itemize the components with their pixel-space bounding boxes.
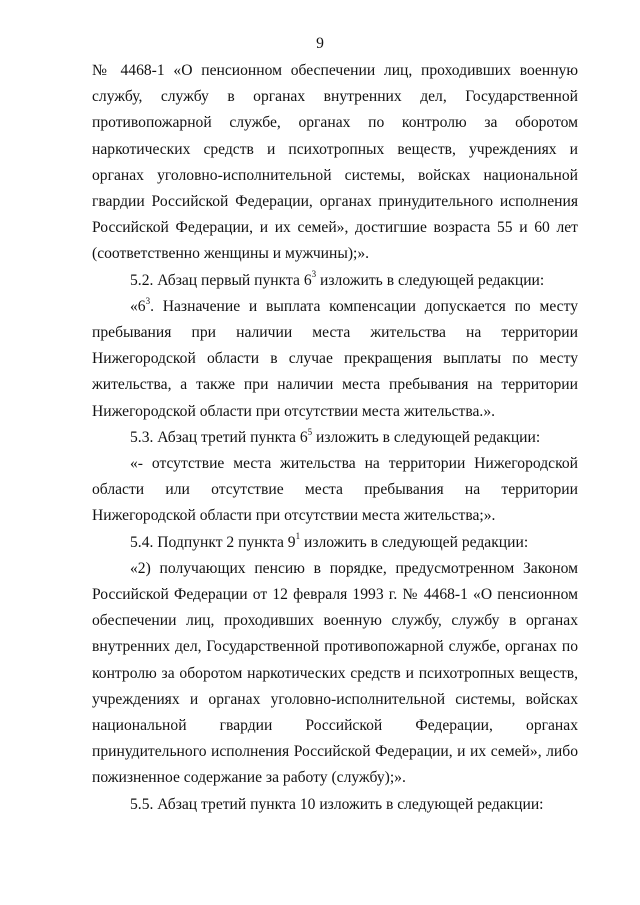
superscript: 3: [311, 269, 317, 280]
superscript: 5: [307, 426, 313, 437]
page-number: 9: [316, 35, 324, 52]
text-run: 5.2. Абзац первый пункта 6: [130, 271, 312, 289]
text-run: . Назначение и выплата компенсации допускается по месту пребывания при наличии места жительства на территории Нижегородской области в случае прекращения выплаты по месту жительства, а также при наличии места пребывания на территории Нижегородской области при отсутствии места жительства.».: [92, 297, 578, 420]
paragraph-item-5-5: 5.5. Абзац третий пункта 10 изложить в следующей редакции:: [130, 795, 544, 813]
text-run: 5.4. Подпункт 2 пункта 9: [130, 533, 296, 551]
text-run: «6: [130, 297, 146, 315]
text-run: 5.3. Абзац третий пункта 6: [130, 428, 308, 446]
text-run: изложить в следующей редакции:: [300, 533, 529, 551]
paragraph-quote-9-1: «2) получающих пенсию в порядке, предусмотренном Законом Российской Федерации от 12 февраля 1993 г. № 4468-1 «О пенсионном обеспечении лиц, проходивших военную службу, службу в органах внутренних дел, Государственной противопожарной службе, органах по контролю за оборотом наркотических средств и психотропных веществ, учреждениях и органах уголовно-исполнительной системы, войсках национальной гвардии Российской Федерации, органах принудительного исполнения Российской Федерации, и их семей», либо пожизненное содержание за работу (службу);».: [92, 559, 578, 787]
paragraph-quote-6-5: «- отсутствие места жительства на территории Нижегородской области или отсутствие места пребывания на территории Нижегородской области при отсутствии места жительства;».: [92, 455, 578, 525]
text-run: изложить в следующей редакции:: [316, 271, 545, 289]
paragraph-item-5-4: [92, 530, 578, 556]
paragraph-continuation: № 4468-1 «О пенсионном обеспечении лиц, проходивших военную службу, службу в органах внутренних дел, Государственной противопожарной службе, органах по контролю за оборотом наркотических средств и психотропных веществ, учреждениях и органах уголовно-исполнительной системы, войсках национальной гвардии Российской Федерации, органах принудительного исполнения Российской Федерации, и их семей», достигшие возраста 55 и 60 лет (соответственно женщины и мужчины);».: [92, 62, 578, 263]
paragraph-item-5-3: [92, 425, 578, 451]
paragraph-item-5-2: [92, 268, 578, 294]
paragraph-quote-6-3: [92, 294, 578, 425]
superscript: 3: [145, 295, 151, 306]
document-body: [92, 58, 578, 818]
superscript: 1: [295, 531, 301, 542]
text-run: изложить в следующей редакции:: [312, 428, 541, 446]
